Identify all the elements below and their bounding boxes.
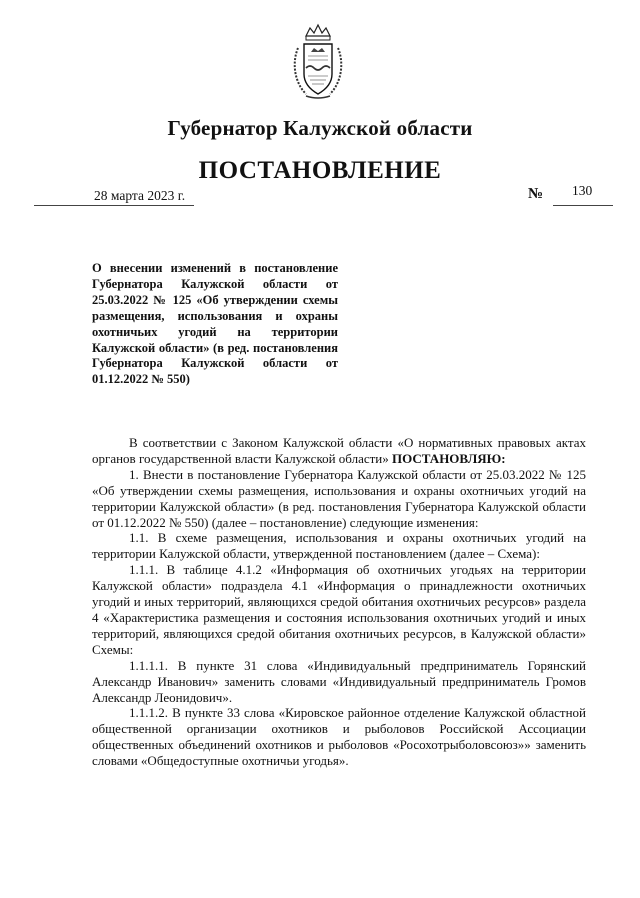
document-type-title: ПОСТАНОВЛЕНИЕ bbox=[198, 157, 442, 184]
paragraph-1-1-1-2: 1.1.1.2. В пункте 33 слова «Кировское районное отделение Калужской областной общественной организации охотников и рыболовов Российской Ассоциации общественных объединений охотников и рыболовов «Росохотрыболовсоюз»» заменить словами «Общедоступные охотничьи угодья». bbox=[92, 705, 586, 769]
document-body bbox=[92, 435, 586, 769]
preamble-paragraph bbox=[92, 435, 586, 467]
paragraph-1: 1. Внести в постановление Губернатора Калужской области от 25.03.2022 № 125 «Об утверждении схемы размещения, использования и охраны охотничьих угодий на территории Калужской области» (в ред. постановления Губернатора Калужской области от 01.12.2022 № 550) (далее – постановление) следующие изменения: bbox=[92, 466, 586, 530]
coat-of-arms-icon bbox=[290, 22, 346, 102]
number-underline bbox=[553, 205, 613, 206]
decree-word: ПОСТАНОВЛЯЮ: bbox=[392, 450, 506, 466]
paragraph-1-1: 1.1. В схеме размещения, использования и охраны охотничьих угодий на территории Калужской области, утвержденной постановлением (далее – Схема): bbox=[92, 530, 586, 562]
date-underline bbox=[34, 205, 194, 206]
document-number: 130 bbox=[572, 183, 593, 198]
document-date: 28 марта 2023 г. bbox=[94, 188, 186, 203]
preamble-text: В соответствии с Законом Калужской области «О нормативных правовых актах органов государственной власти Калужской области» bbox=[92, 435, 586, 466]
issuing-authority: Губернатор Калужской области bbox=[167, 116, 473, 140]
document-subject: О внесении изменений в постановление Губернатора Калужской области от 25.03.2022 № 125 «Об утверждении схемы размещения, использования и охраны охотничьих угодий на территории Калужской области» (в ред. постановления Губернатора Калужской области от 01.12.2022 № 550) bbox=[92, 261, 338, 387]
paragraph-1-1-1: 1.1.1. В таблице 4.1.2 «Информация об охотничьих угодьях на территории Калужской области» подраздела 4.1 «Информация о принадлежности охотничьих угодий и иных территорий, являющихся средой обитания охотничьих ресурсов» раздела 4 «Характеристика размещения и состояния использования охотничьих угодий и иных территорий, являющихся средой обитания охотничьих ресурсов, в Калужской области» Схемы: bbox=[92, 562, 586, 657]
number-sign: № bbox=[528, 186, 544, 202]
paragraph-1-1-1-1: 1.1.1.1. В пункте 31 слова «Индивидуальный предприниматель Горянский Александр Иванович» заменить словами «Индивидуальный предприниматель Громов Александр Леонидович». bbox=[92, 657, 586, 705]
